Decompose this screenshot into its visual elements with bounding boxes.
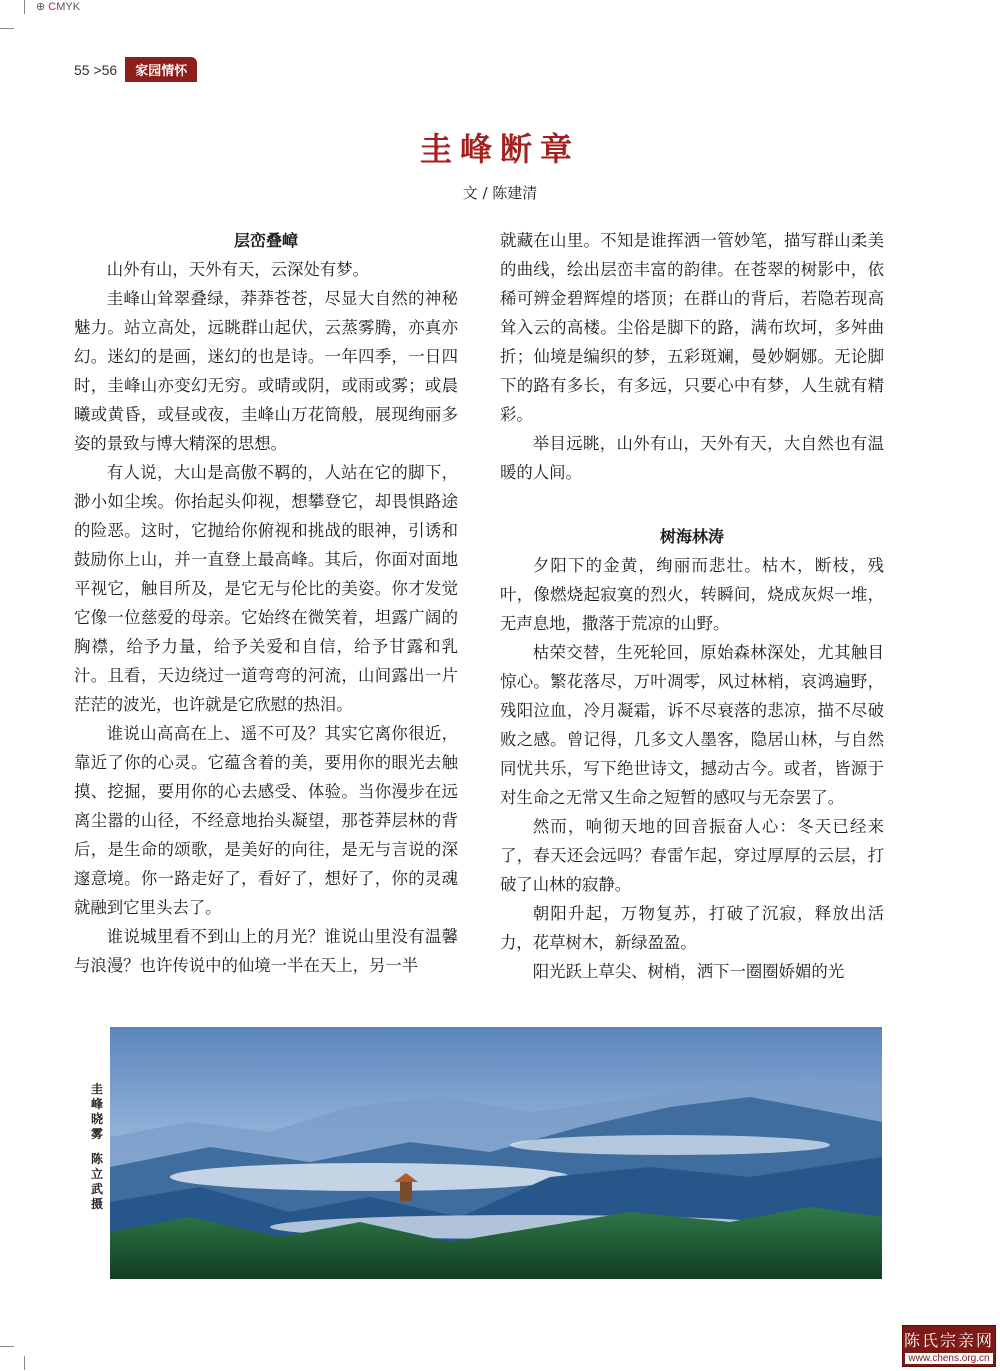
crop-mark — [0, 28, 14, 29]
paragraph: 有人说，大山是高傲不羁的，人站在它的脚下，渺小如尘埃。你抬起头仰视，想攀登它，却畏惧路途的险恶。这时，它抛给你俯视和挑战的眼神，引诱和鼓励你上山，并一直登上最高峰。其后，你面对面地平视它，触目所及，是它无与伦比的美姿。你才发觉它像一位慈爱的母亲。它始终在微笑着，坦露广阔的胸襟，给予力量，给予关爱和自信，给予甘露和乳汁。且看，天边绕过一道弯弯的河流，山间露出一片茫茫的波光，也许就是它欣慰的热泪。 — [74, 463, 458, 714]
crop-mark — [24, 1356, 25, 1370]
mist — [510, 1135, 830, 1155]
paragraph: 朝阳升起，万物复苏，打破了沉寂，释放出活力，花草树木，新绿盈盈。 — [500, 904, 884, 952]
paragraph-continuation: 就藏在山里。不知是谁挥洒一管妙笔，描写群山柔美的曲线，绘出层峦丰富的韵律。在苍翠的树影中，依稀可辨金碧辉煌的塔顶；在群山的背后，若隐若现高耸入云的高楼。尘俗是脚下的路，满布坎坷，多舛曲折；仙境是编织的梦，五彩斑斓，曼妙婀娜。无论脚下的路有多长，有多远，只要心中有梦，人生就有精彩。 — [500, 231, 884, 424]
article-title: 圭峰断章 — [419, 130, 580, 168]
page-numbers: 55 >56 — [74, 61, 118, 78]
caption-title: 圭 峰 晓 雾 — [90, 1082, 103, 1141]
site-watermark — [902, 1325, 996, 1367]
crop-mark — [24, 0, 25, 14]
paragraph: 阳光跃上草尖、树梢，洒下一圈圈娇媚的光 — [532, 962, 845, 981]
section-tag: 家园情怀 — [125, 57, 197, 82]
page-header — [74, 57, 197, 82]
pagoda — [400, 1179, 412, 1201]
paragraph: 谁说城里看不到山上的月光？谁说山里没有温馨与浪漫？也许传说中的仙境一半在天上，另一半 — [74, 927, 458, 975]
section-heading: 层峦叠嶂 — [233, 231, 298, 250]
mountain-mist-illustration — [110, 1027, 882, 1279]
caption-author: 陈 立 武 — [90, 1152, 103, 1196]
paragraph: 枯荣交替，生死轮回，原始森林深处，尤其触目惊心。繁花落尽，万叶凋零，风过林梢，哀鸿遍野，残阳泣血，冷月凝霜，诉不尽衰落的悲凉，描不尽破败之感。曾记得，几多文人墨客，隐居山林，与自然同忧共乐，写下绝世诗文，撼动古今。或者，皆源于对生命之无常又生命之短暂的感叹与无奈罢了。 — [500, 643, 884, 807]
left-column — [74, 226, 458, 980]
crop-mark — [0, 1346, 14, 1347]
paragraph: 谁说山高高在上、遥不可及？其实它离你很近，靠近了你的心灵。它蕴含着的美，要用你的眼光去触摸、挖掘，要用你的心去感受、体验。当你漫步在远离尘嚣的山径，不经意地抬头凝望，那苍莽层林的背后，是生命的颂歌，是美好的向往，是无与言说的深邃意境。你一路走好了，看好了，想好了，你的灵魂就融到它里头去了。 — [74, 724, 458, 917]
caption-suffix: 摄 — [90, 1197, 103, 1211]
paragraph: 然而，响彻天地的回音振奋人心：冬天已经来了，春天还会远吗？春雷乍起，穿过厚厚的云层，打破了山林的寂静。 — [500, 817, 884, 894]
paragraph: 夕阳下的金黄，绚丽而悲壮。枯木，断枝，残叶，像燃烧起寂寞的烈火，转瞬间，烧成灰烬一堆，无声息地，撒落于荒凉的山野。 — [500, 556, 884, 633]
watermark-name: 陈氏宗亲网 — [903, 1333, 994, 1350]
section-heading: 树海林涛 — [659, 527, 724, 546]
paragraph: 圭峰山耸翠叠绿，莽莽苍苍，尽显大自然的神秘魅力。站立高处，远眺群山起伏，云蒸雾腾，亦真亦幻。迷幻的是画，迷幻的也是诗。一年四季，一日四时，圭峰山亦变幻无穷。或晴或阴，或雨或雾；或晨曦或黄昏，或昼或夜，圭峰山万花筒般，展现绚丽多姿的景致与博大精深的思想。 — [74, 289, 458, 453]
mist — [170, 1163, 570, 1191]
cmyk-print-mark: ⊕ CMYK — [36, 1, 81, 13]
article-byline: 文 / 陈建清 — [462, 184, 538, 202]
right-column — [500, 226, 884, 986]
paragraph: 举目远眺，山外有山，天外有天，大自然也有温暖的人间。 — [500, 434, 884, 482]
watermark-url: www.chens.org.cn — [905, 1353, 993, 1364]
landscape-photo — [110, 1027, 882, 1279]
paragraph: 山外有山，天外有天，云深处有梦。 — [106, 260, 370, 279]
photo-caption — [86, 1082, 108, 1212]
